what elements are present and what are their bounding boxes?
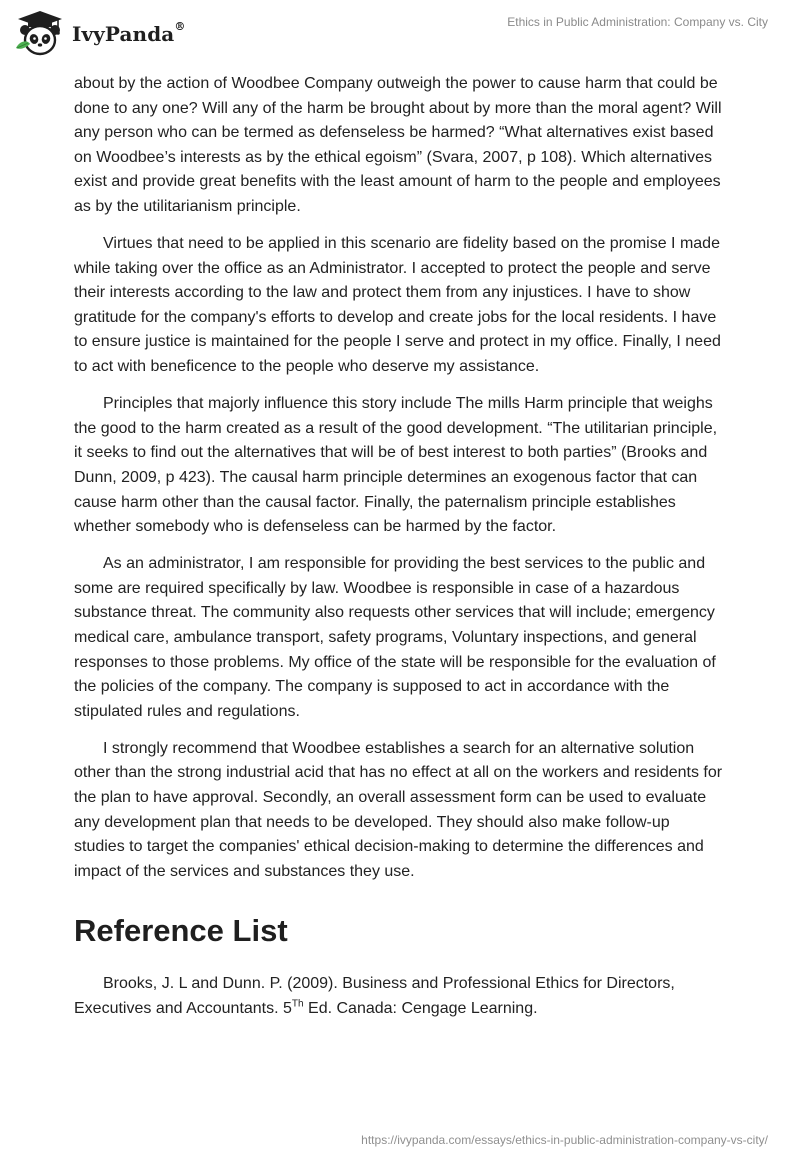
reference-item: Brooks, J. L and Dunn. P. (2009). Business and Professional Ethics for Directors, Executives and Accountants. 5Th Ed. Canada: Cengage Learning. — [74, 975, 675, 1017]
paragraph-1: about by the action of Woodbee Company outweigh the power to cause harm that could be done to any one? Will any of the harm be brought about by more than the moral agent? Will any person who can be termed as defenseless be harmed? “What alternatives exist based on Woodbee’s interests as by the ethical egoism” (Svara, 2007, p 108). Which alternatives exist and provide great benefits with the least amount of harm to the people and employees as by the utilitarianism principle. — [74, 75, 722, 215]
page-header — [0, 0, 800, 70]
paragraph-4: As an administrator, I am responsible for providing the best services to the public and some are required specifically by law. Woodbee is responsible in case of a hazardous substance threat. The community also requests other services that will include; emergency medical care, ambulance transport, safety programs, Voluntary inspections, and general responses to those problems. My office of the state will be responsible for the evaluation of the policies of the company. The company is supposed to act in accordance with the stipulated rules and regulations. — [74, 555, 716, 720]
paragraph-3: Principles that majorly influence this story include The mills Harm principle that weighs the good to the harm created as a result of the good development. “The utilitarian principle, it seeks to find out the alternatives that will be of best interest to both parties” (Brooks and Dunn, 2009, p 423). The causal harm principle determines an exogenous factor that can cause harm other than the causal factor. Finally, the paternalism principle establishes whether somebody who is defenseless can be harmed by the factor. — [74, 395, 718, 536]
paragraph-5: I strongly recommend that Woodbee establishes a search for an alternative solution other than the strong industrial acid that has no effect at all on the workers and residents for the plan to have approval. Secondly, an overall assessment form can be used to evaluate any development plan that needs to be developed. They should also make follow-up studies to target the companies' ethical decision-making to determine the differences and impact of the services and substances they use. — [74, 739, 723, 880]
ivypanda-logo[interactable] — [14, 8, 194, 58]
edition-superscript: Th — [291, 998, 304, 1010]
reference-list — [74, 972, 724, 1021]
source-url[interactable]: https://ivypanda.com/essays/ethics-in-public-administration-company-vs-city/ — [361, 1133, 768, 1147]
panda-graduate-icon — [14, 8, 66, 58]
registered-mark: ® — [174, 20, 186, 33]
essay-body — [74, 72, 724, 1022]
paragraph-2: Virtues that need to be applied in this scenario are fidelity based on the promise I made while taking over the office as an Administrator. I accepted to protect the people and serve their interests according to the law and protect them from any injustices. I have to show gratitude for the company's efforts to develop and create jobs for the local residents. I have to ensure justice is maintained for the people I serve and protect in my office. Finally, I need to act with beneficence to the people who deserve my assistance. — [74, 235, 721, 376]
brand-name: IvyPanda® — [72, 20, 186, 46]
document-title: Ethics in Public Administration: Company vs. City — [507, 15, 768, 29]
reference-list-heading: Reference List — [74, 913, 288, 949]
